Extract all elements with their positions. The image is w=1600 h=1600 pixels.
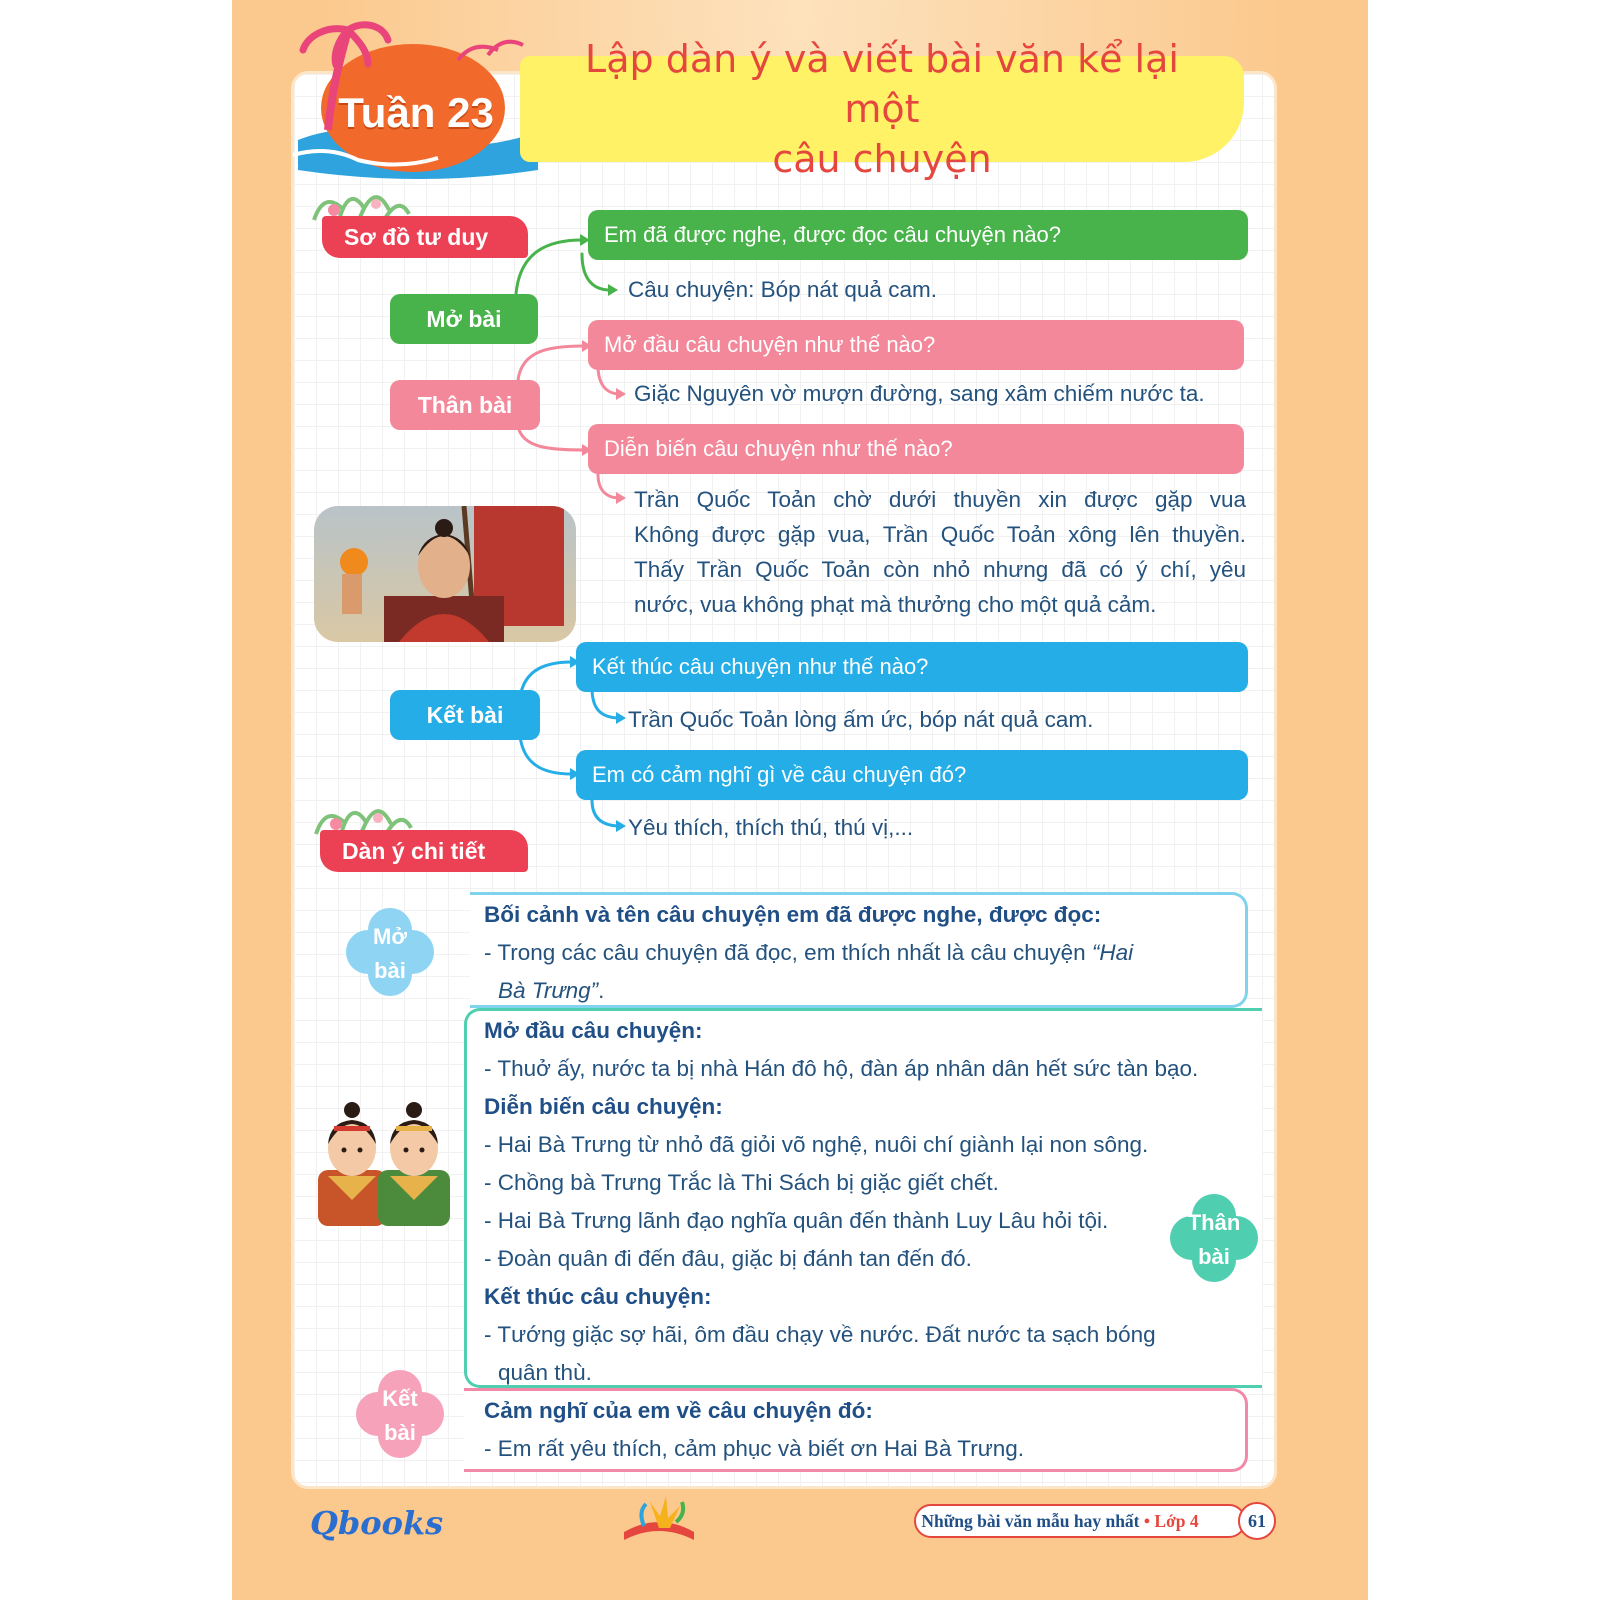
mo-bai-text-italic: “Hai [1091, 940, 1134, 965]
question-beginning: Mở đầu câu chuyện như thế nào? [588, 320, 1244, 370]
book-logo-icon [620, 1492, 698, 1548]
node-mo-bai: Mở bài [390, 294, 538, 344]
flower-mo-text-1: Mở [373, 924, 407, 949]
mo-bai-heading: Bối cảnh và tên câu chuyện em đã được nghe, được đọc: [484, 902, 1102, 927]
tag-mind-map: Sơ đồ tư duy [322, 216, 528, 258]
flower-than-text-2: bài [1198, 1244, 1230, 1269]
flower-label-ket-bai [354, 1382, 446, 1450]
than-bai-text-4: - Hai Bà Trưng lãnh đạo nghĩa quân đến thành Luy Lâu hỏi tội. [484, 1208, 1109, 1233]
flower-label-than-bai [1168, 1206, 1260, 1274]
page-title [520, 37, 1244, 181]
title-line-2: câu chuyện [772, 137, 992, 181]
mo-bai-text-end: . [598, 978, 605, 1003]
answer-feeling: Yêu thích, thích thú, thú vị,... [628, 815, 914, 840]
question-ending: Kết thúc câu chuyện như thế nào? [576, 642, 1248, 692]
week-label: Tuần 23 [338, 89, 494, 136]
answer-story-name: Câu chuyện: Bóp nát quả cam. [628, 277, 937, 302]
flower-ket-text-1: Kết [382, 1386, 418, 1411]
flower-label-mo-bai [344, 920, 436, 988]
series-grade: Lớp 4 [1154, 1511, 1199, 1531]
development-line-2: Không được gặp vua, Trần Quốc Toản xông lên thuyền. [634, 522, 1246, 547]
than-bai-text-6 [484, 1316, 1260, 1392]
than-bai-heading-2: Diễn biến câu chuyện: [484, 1094, 723, 1119]
flower-ket-text-2: bài [384, 1420, 416, 1445]
tag-detailed-outline: Dàn ý chi tiết [320, 830, 528, 872]
than-bai-text-6-line-1: - Tướng giặc sợ hãi, ôm đầu chạy về nước. Đất nước ta sạch bóng [484, 1322, 1156, 1347]
flower-mo-text-2: bài [374, 958, 406, 983]
mo-bai-text-italic-2: Bà Trưng” [498, 978, 599, 1003]
series-label [914, 1504, 1246, 1538]
series-bullet: • [1139, 1511, 1155, 1531]
warrior-illustration [314, 506, 576, 642]
answer-beginning: Giặc Nguyên vờ mượn đường, sang xâm chiếm nước ta. [634, 381, 1205, 406]
page-number: 61 [1238, 1502, 1276, 1540]
ket-bai-text: - Em rất yêu thích, cảm phục và biết ơn Hai Bà Trưng. [484, 1436, 1025, 1461]
question-feeling: Em có cảm nghĩ gì về câu chuyện đó? [576, 750, 1248, 800]
answer-development [634, 482, 1246, 622]
answer-ending: Trần Quốc Toản lòng ấm ức, bóp nát quả cam. [628, 707, 1094, 732]
development-line-3: Thấy Trần Quốc Toản còn nhỏ nhưng đã có ý chí, yêu [634, 557, 1246, 582]
outline-ket-bai-content [484, 1392, 1240, 1468]
than-bai-heading-1: Mở đầu câu chuyện: [484, 1018, 703, 1043]
than-bai-text-2: - Hai Bà Trưng từ nhỏ đã giỏi võ nghệ, nuôi chí giành lại non sông. [484, 1132, 1149, 1157]
node-ket-bai: Kết bài [390, 690, 540, 740]
than-bai-text-6-line-2: quân thù. [498, 1360, 592, 1385]
mo-bai-text-1: - Trong các câu chuyện đã đọc, em thích nhất là câu chuyện [484, 940, 1092, 965]
question-story-name: Em đã được nghe, được đọc câu chuyện nào? [588, 210, 1248, 260]
question-development: Diễn biến câu chuyện như thế nào? [588, 424, 1244, 474]
publisher-logo: Qbooks [310, 1504, 444, 1542]
ket-bai-heading: Cảm nghĩ của em về câu chuyện đó: [484, 1398, 873, 1423]
flower-than-text-1: Thân [1187, 1210, 1241, 1235]
than-bai-text-5: - Đoàn quân đi đến đâu, giặc bị đánh tan đến đó. [484, 1246, 972, 1271]
development-line-1: Trần Quốc Toản chờ dưới thuyền xin được gặp vua [634, 487, 1246, 512]
node-than-bai: Thân bài [390, 380, 540, 430]
than-bai-text-1: - Thuở ấy, nước ta bị nhà Hán đô hộ, đàn áp nhân dân hết sức tàn bạo. [484, 1056, 1199, 1081]
development-line-4: nước, vua không phạt mà thưởng cho một quả cảm. [634, 592, 1157, 617]
than-bai-heading-3: Kết thúc câu chuyện: [484, 1284, 712, 1309]
outline-than-bai-content [484, 1012, 1260, 1392]
than-bai-text-3: - Chồng bà Trưng Trắc là Thi Sách bị giặc giết chết. [484, 1170, 999, 1195]
series-name: Những bài văn mẫu hay nhất [921, 1511, 1140, 1531]
mo-bai-text [484, 934, 1240, 1010]
title-line-1: Lập dàn ý và viết bài văn kể lại một [585, 37, 1179, 131]
hai-ba-trung-illustration [314, 1100, 454, 1226]
outline-mo-bai-content [484, 896, 1240, 1010]
